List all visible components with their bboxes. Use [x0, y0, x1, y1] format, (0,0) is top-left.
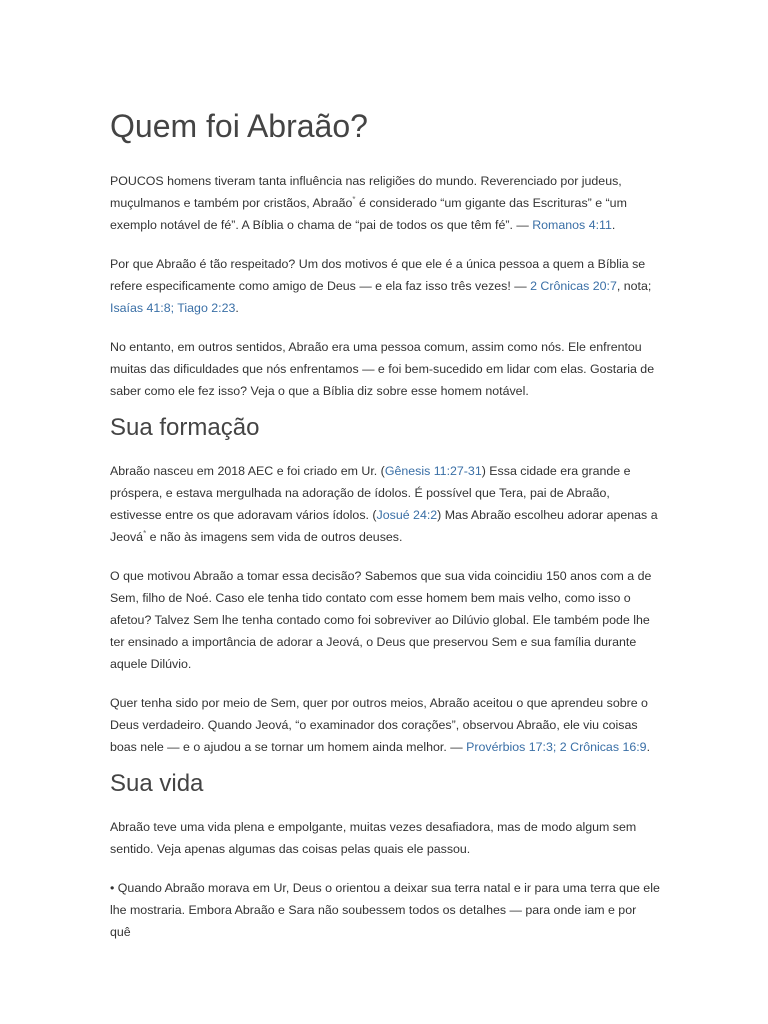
formacao-paragraph-2: O que motivou Abraão a tomar essa decisão? Sabemos que sua vida coincidiu 150 anos com a de Sem, filho de Noé. Caso ele tenha tido contato com esse homem bem mais velho, como isso o afetou? Talvez Sem lhe tenha contado como foi sobreviver ao Dilúvio global. Ele também pode lhe ter ensinado a importância de adorar a Jeová, o Deus que preservou Sem e sua família durante aquele Dilúvio.	[110, 569, 652, 671]
intro-paragraph-2	[110, 253, 660, 319]
intro-p1-text-1: POUCOS homens tiveram tanta influência nas religiões do mundo. Reverenciado por judeus, muçulmanos e também por cristãos, Abraão	[110, 174, 622, 210]
scripture-link-2-cronicas-16[interactable]: 2 Crônicas 16:9	[556, 740, 647, 754]
intro-paragraph-3: No entanto, em outros sentidos, Abraão era uma pessoa comum, assim como nós. Ele enfrentou muitas das dificuldades que nós enfrentamos — e foi bem-sucedido em lidar com elas. Gostaria de saber como ele fez isso? Veja o que a Bíblia diz sobre esse homem notável.	[110, 340, 655, 398]
formacao-p1-text-4: e não às imagens sem vida de outros deuses.	[146, 530, 403, 544]
section-heading-formacao: Sua formação	[110, 414, 260, 441]
scripture-separator: ;	[552, 740, 557, 754]
vida-paragraph-1: Abraão teve uma vida plena e empolgante, muitas vezes desafiadora, mas de modo algum sem sentido. Veja apenas algumas das coisas pelas quais ele passou.	[110, 820, 637, 856]
scripture-link-genesis[interactable]: Gênesis 11:27-31	[384, 464, 482, 478]
scripture-link-romanos[interactable]: Romanos 4:11	[532, 218, 612, 232]
formacao-p1-text-3: ) Mas Abraão escolheu adorar apenas a Jeová	[110, 508, 658, 544]
formacao-p3-end: .	[646, 740, 651, 754]
intro-p2-text-2: , nota;	[616, 279, 652, 293]
footnote-marker[interactable]: *	[352, 194, 356, 204]
intro-p1-text-2: é considerado “um gigante das Escrituras” e “um exemplo notável de fé”. A Bíblia o chama de “pai de todos os que têm fé”. —	[110, 196, 627, 232]
section-heading-vida: Sua vida	[110, 770, 204, 797]
formacao-p1-text-1: Abraão nasceu em 2018 AEC e foi criado em Ur. (	[110, 464, 385, 478]
vida-p2-text: Quando Abraão morava em Ur, Deus o orientou a deixar sua terra natal e ir para uma terra que ele lhe mostraria. Embora Abraão e Sara não soubessem todos os detalhes — para onde iam e por quê	[110, 881, 660, 939]
scripture-link-2-cronicas-20[interactable]: 2 Crônicas 20:7	[530, 279, 617, 293]
bullet-icon: •	[110, 881, 115, 895]
vida-paragraph-2	[110, 877, 660, 943]
scripture-separator: ;	[170, 301, 175, 315]
footnote-marker[interactable]: *	[143, 528, 147, 538]
scripture-link-josue[interactable]: Josué 24:2	[376, 508, 438, 522]
scripture-link-tiago[interactable]: Tiago 2:23	[174, 301, 236, 315]
intro-p2-end: .	[235, 301, 239, 315]
intro-p1-end: .	[611, 218, 616, 232]
article	[110, 106, 660, 960]
intro-paragraph-1	[110, 170, 660, 236]
formacao-p3-text-1: Quer tenha sido por meio de Sem, quer por outros meios, Abraão aceitou o que aprendeu sobre o Deus verdadeiro. Quando Jeová, “o examinador dos corações”, observou Abraão, ele viu coisas boas nele — e o ajudou a se tornar um homem ainda melhor. —	[110, 696, 648, 754]
page-title: Quem foi Abraão?	[110, 108, 368, 144]
formacao-p1-text-2: ) Essa cidade era grande e próspera, e estava mergulhada na adoração de ídolos. É possível que Tera, pai de Abraão, estivesse entre os que adoravam vários ídolos. (	[110, 464, 631, 522]
scripture-link-proverbios[interactable]: Provérbios 17:3	[466, 740, 553, 754]
intro-p2-text-1: Por que Abraão é tão respeitado? Um dos motivos é que ele é a única pessoa a quem a Bíblia se refere especificamente como amigo de Deus — e ela faz isso três vezes! —	[110, 257, 646, 293]
formacao-paragraph-3	[110, 692, 660, 758]
scripture-link-isaias[interactable]: Isaías 41:8	[110, 301, 171, 315]
formacao-paragraph-1	[110, 460, 660, 548]
